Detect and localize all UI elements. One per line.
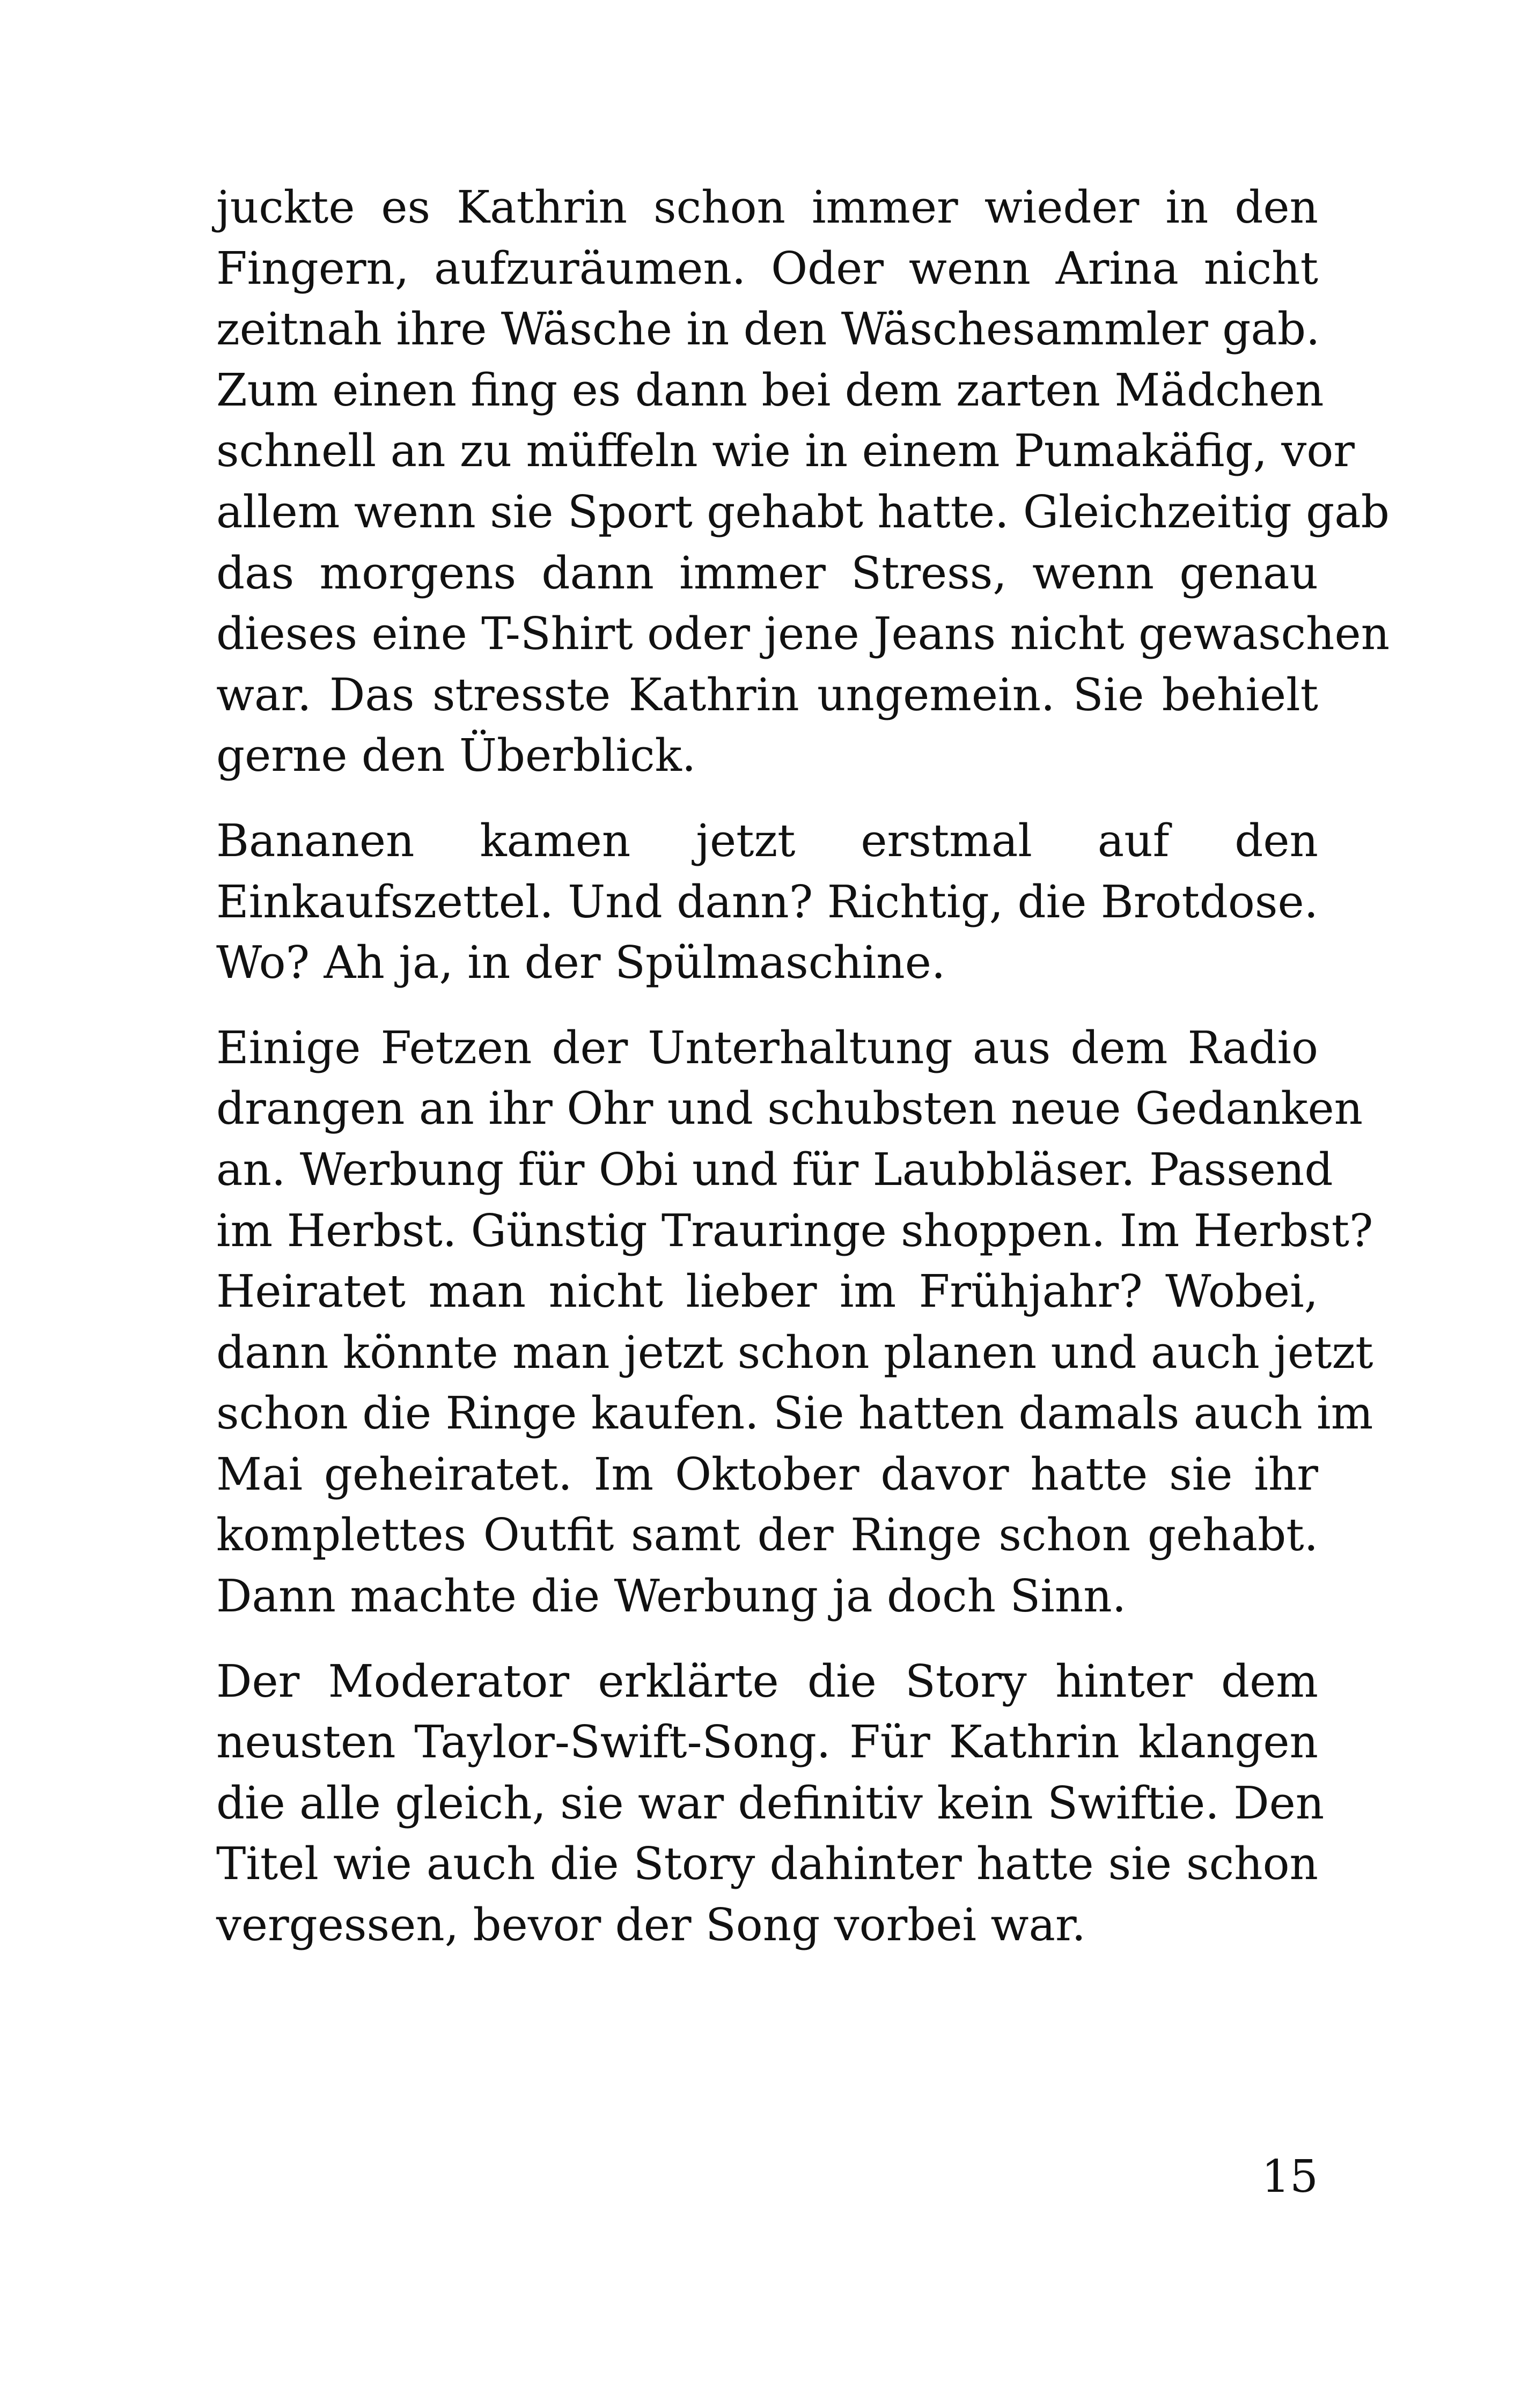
text-line: gerne den Überblick. xyxy=(216,730,696,782)
paragraph xyxy=(216,177,1390,786)
text-line: vergessen, bevor der Song vorbei war. xyxy=(216,1899,1086,1952)
text-line: Zum einen fing es dann bei dem zarten Mädchen xyxy=(216,364,1324,416)
text-line: das morgens dann immer Stress, wenn genau xyxy=(216,547,1318,599)
text-line: dann könnte man jetzt schon planen und auch jetzt xyxy=(216,1326,1373,1379)
text-line: Mai geheiratet. Im Oktober davor hatte sie ihr xyxy=(216,1448,1318,1500)
text-line: neusten Taylor-Swift-Song. Für Kathrin klangen xyxy=(216,1716,1318,1769)
text-line: Einkaufszettel. Und dann? Richtig, die Brotdose. xyxy=(216,875,1318,928)
text-line: Fingern, aufzuräumen. Oder wenn Arina nicht xyxy=(216,242,1318,294)
text-line: Wo? Ah ja, in der Spülmaschine. xyxy=(216,937,946,989)
text-line: Heiratet man nicht lieber im Frühjahr? Wobei, xyxy=(216,1265,1318,1318)
text-line: Bananen kamen jetzt erstmal auf den xyxy=(216,814,1318,867)
text-line: schon die Ringe kaufen. Sie hatten damals auch im xyxy=(216,1387,1373,1440)
text-line: Einige Fetzen der Unterhaltung aus dem Radio xyxy=(216,1021,1318,1074)
text-line: im Herbst. Günstig Trauringe shoppen. Im Herbst? xyxy=(216,1204,1373,1257)
text-line: Titel wie auch die Story dahinter hatte sie schon xyxy=(216,1838,1318,1890)
paragraph xyxy=(216,1651,1325,1956)
body-text xyxy=(216,177,1390,1980)
text-line: Dann machte die Werbung ja doch Sinn. xyxy=(216,1570,1127,1623)
paragraph xyxy=(216,1018,1373,1627)
text-line: juckte es Kathrin schon immer wieder in den xyxy=(216,181,1318,233)
text-line: zeitnah ihre Wäsche in den Wäschesammler gab. xyxy=(216,303,1320,356)
text-line: komplettes Outfit samt der Ringe schon gehabt. xyxy=(216,1509,1318,1562)
text-line: dieses eine T-Shirt oder jene Jeans nicht gewaschen xyxy=(216,608,1390,660)
text-line: an. Werbung für Obi und für Laubbläser. Passend xyxy=(216,1143,1333,1196)
text-line: war. Das stresste Kathrin ungemein. Sie behielt xyxy=(216,668,1318,721)
text-line: allem wenn sie Sport gehabt hatte. Gleichzeitig gab xyxy=(216,485,1390,538)
paragraph xyxy=(216,811,1318,993)
text-line: drangen an ihr Ohr und schubsten neue Gedanken xyxy=(216,1083,1363,1135)
text-line: die alle gleich, sie war definitiv kein Swiftie. Den xyxy=(216,1777,1325,1829)
text-line: schnell an zu müffeln wie in einem Pumakäfig, vor xyxy=(216,425,1355,477)
text-line: Der Moderator erklärte die Story hinter dem xyxy=(216,1655,1318,1707)
page-number: 15 xyxy=(1261,2151,1318,2203)
